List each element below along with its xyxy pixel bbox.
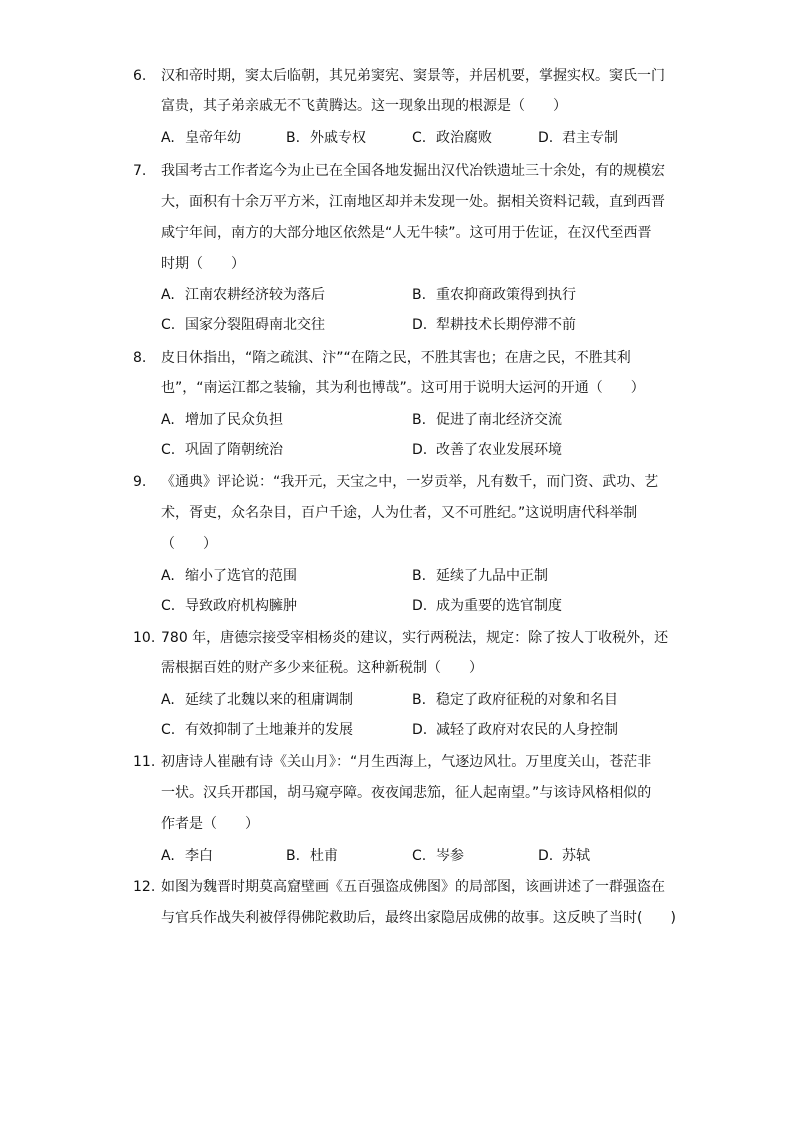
question-stem-line: 汉和帝时期，窦太后临朝，其兄弟窦宪、窦景等，并居机要，掌握实权。窦氏一门	[161, 68, 665, 84]
question-stem-line: 咸宁年间，南方的大部分地区依然是“人无牛犊”。这可用于佐证，在汉代至西晋	[161, 225, 652, 241]
option-c: C. 政治腐败	[412, 130, 492, 146]
question-stem-line: 时期（ ）	[161, 256, 245, 272]
question-stem-line: 《通典》评论说：“我开元，天宝之中，一岁贡举，凡有数千，而门资、武功、艺	[161, 474, 659, 490]
question-stem-line: 需根据百姓的财产多少来征税。这种新税制（ ）	[161, 660, 483, 676]
option-d: D. 苏轼	[538, 848, 590, 864]
option-d: D. 犁耕技术长期停滞不前	[412, 317, 576, 333]
question-stem-line: 如图为魏晋时期莫高窟壁画《五百强盗成佛图》的局部图，该画讲述了一群强盗在	[161, 879, 665, 895]
question-stem-line: 作者是（ ）	[161, 816, 259, 832]
option-b: B. 外戚专权	[286, 130, 366, 146]
question-stem-line: 初唐诗人崔融有诗《关山月》：“月生西海上，气逐边风壮。万里度关山，苍茫非	[161, 754, 652, 770]
question-stem-line: 术，胥吏，众名杂目，百户千途，人为仕者，又不可胜纪。”这说明唐代科举制	[161, 505, 638, 521]
option-c: C. 岑参	[412, 848, 464, 864]
question-number: 12.	[133, 879, 156, 895]
option-c: C. 巩固了隋朝统治	[161, 442, 283, 458]
question-stem-line: 我国考古工作者迄今为止已在全国各地发掘出汉代冶铁遗址三十余处，有的规模宏	[161, 163, 665, 179]
option-c: C. 导致政府机构臃肿	[161, 598, 297, 614]
option-b: B. 延续了九品中正制	[412, 568, 548, 584]
option-b: B. 重农抑商政策得到执行	[412, 287, 576, 303]
question-number: 11.	[133, 754, 156, 770]
option-d: D. 减轻了政府对农民的人身控制	[412, 722, 618, 738]
question-stem-line: 780 年，唐德宗接受宰相杨炎的建议，实行两税法，规定：除了按人丁收税外，还	[161, 630, 669, 646]
option-b: B. 杜甫	[286, 848, 338, 864]
option-d: D. 君主专制	[538, 130, 618, 146]
option-a: A. 延续了北魏以来的租庸调制	[161, 692, 353, 708]
option-a: A. 皇帝年幼	[161, 130, 241, 146]
question-number: 10.	[133, 630, 156, 646]
option-a: A. 李白	[161, 848, 213, 864]
question-number: 9.	[133, 474, 147, 490]
option-a: A. 缩小了选官的范围	[161, 568, 297, 584]
option-d: D. 成为重要的选官制度	[412, 598, 562, 614]
option-d: D. 改善了农业发展环境	[412, 442, 562, 458]
question-stem-line: 与官兵作战失利被俘得佛陀救助后，最终出家隐居成佛的故事。这反映了当时( )	[161, 910, 676, 926]
option-c: C. 有效抑制了土地兼并的发展	[161, 722, 353, 738]
option-c: C. 国家分裂阻碍南北交往	[161, 317, 325, 333]
question-stem-line: 也”，“南运江都之装输，其为利也博哉”。这可用于说明大运河的开通（ ）	[161, 380, 645, 396]
option-b: B. 促进了南北经济交流	[412, 412, 562, 428]
question-stem-line: （ ）	[161, 536, 217, 552]
question-number: 7.	[133, 163, 147, 179]
question-number: 6.	[133, 68, 147, 84]
question-stem-line: 一状。汉兵开郡国，胡马窥亭障。夜夜闻悲笳，征人起南望。”与该诗风格相似的	[161, 785, 652, 801]
option-a: A. 增加了民众负担	[161, 412, 283, 428]
question-stem-line: 大，面积有十余万平方米，江南地区却并未发现一处。据相关资料记载，直到西晋	[161, 194, 665, 210]
question-stem-line: 富贵，其子弟亲戚无不飞黄腾达。这一现象出现的根源是（ ）	[161, 98, 567, 114]
question-stem-line: 皮日休指出，“隋之疏淇、汴”“在隋之民，不胜其害也；在唐之民，不胜其利	[161, 350, 631, 366]
option-b: B. 稳定了政府征税的对象和名目	[412, 692, 618, 708]
question-number: 8.	[133, 350, 147, 366]
option-a: A. 江南农耕经济较为落后	[161, 287, 325, 303]
